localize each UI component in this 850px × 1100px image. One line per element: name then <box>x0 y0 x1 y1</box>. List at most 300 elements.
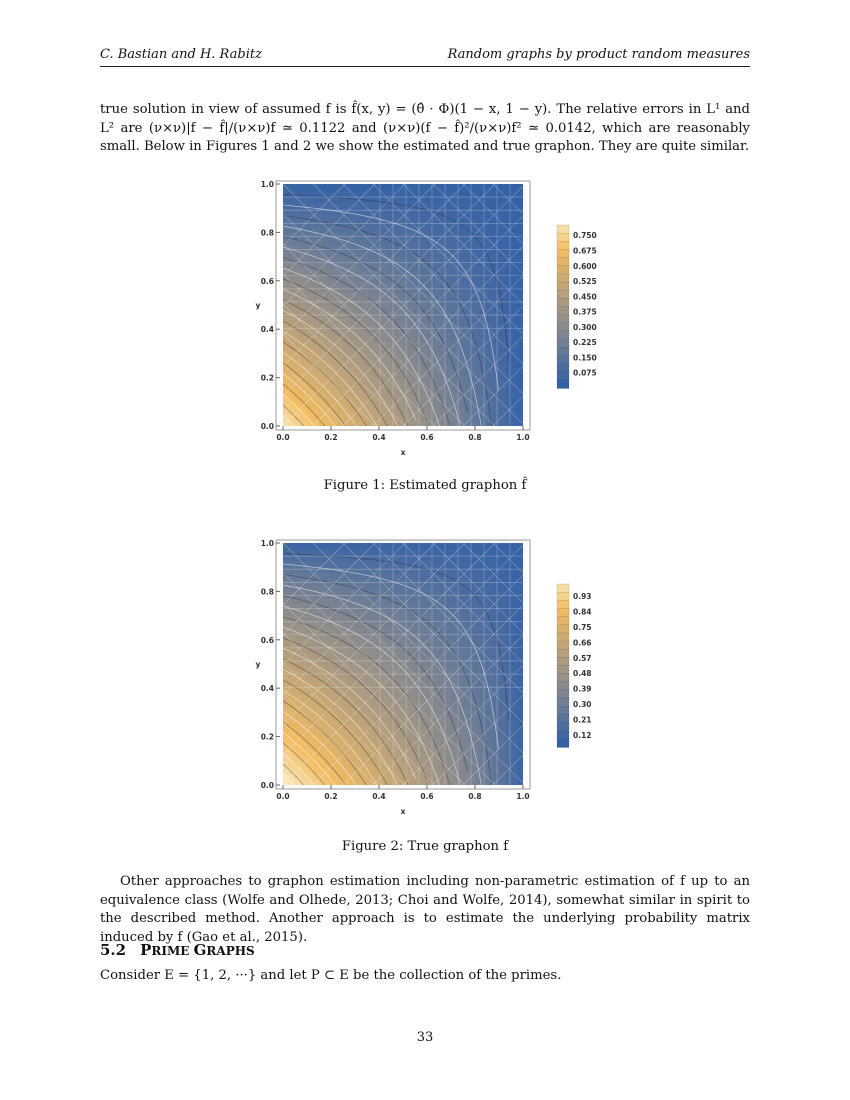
heat-cell <box>415 543 422 550</box>
heat-cell <box>439 317 446 324</box>
heat-cell <box>319 640 326 647</box>
heat-cell <box>427 749 434 756</box>
heat-cell <box>385 646 392 653</box>
heat-cell <box>319 263 326 270</box>
heat-cell <box>409 347 416 354</box>
heat-cell <box>295 755 302 762</box>
colorbar-tick-label: 0.57 <box>573 653 592 663</box>
heat-cell <box>355 743 362 750</box>
heat-cell <box>319 311 326 318</box>
x-tick-label: 0.4 <box>372 792 386 801</box>
x-axis-label: x <box>400 807 406 816</box>
heat-cell <box>289 263 296 270</box>
heat-cell <box>445 652 452 659</box>
heat-cell <box>361 269 368 276</box>
heat-cell <box>517 591 524 598</box>
heat-cell <box>439 640 446 647</box>
heat-cell <box>493 610 500 617</box>
heat-cell <box>463 408 470 415</box>
heat-cell <box>343 190 350 197</box>
heat-cell <box>325 390 332 397</box>
heat-cell <box>409 311 416 318</box>
heat-cell <box>493 347 500 354</box>
heat-cell <box>331 353 338 360</box>
heat-cell <box>475 251 482 258</box>
heat-cell <box>445 543 452 550</box>
heat-cell <box>385 281 392 288</box>
colorbar-band <box>557 347 569 356</box>
heat-cell <box>391 293 398 300</box>
heat-cell <box>331 293 338 300</box>
heat-cell <box>511 597 518 604</box>
heat-cell <box>355 640 362 647</box>
heat-cell <box>349 610 356 617</box>
colorbar-band <box>557 323 569 332</box>
heat-cell <box>517 688 524 695</box>
heat-cell <box>421 658 428 665</box>
colorbar-band <box>557 339 569 348</box>
heat-cell <box>511 257 518 264</box>
heat-cell <box>499 718 506 725</box>
heat-cell <box>505 390 512 397</box>
heat-cell <box>289 420 296 427</box>
heat-cell <box>289 779 296 786</box>
heat-cell <box>283 335 290 342</box>
heat-cell <box>487 202 494 209</box>
heat-cell <box>505 408 512 415</box>
heat-cell <box>325 305 332 312</box>
heat-cell <box>421 214 428 221</box>
heat-cell <box>409 281 416 288</box>
heat-cell <box>361 688 368 695</box>
heat-cell <box>295 646 302 653</box>
heat-cell <box>325 694 332 701</box>
heat-cell <box>511 293 518 300</box>
heat-cell <box>469 359 476 366</box>
heat-cell <box>475 208 482 215</box>
heat-cell <box>331 238 338 245</box>
heat-cell <box>367 706 374 713</box>
heat-cell <box>325 214 332 221</box>
heat-cell <box>421 305 428 312</box>
heat-cell <box>469 718 476 725</box>
heat-cell <box>361 305 368 312</box>
heat-cell <box>283 549 290 556</box>
heat-cell <box>469 214 476 221</box>
heat-cell <box>463 773 470 780</box>
heat-cell <box>307 232 314 239</box>
colorbar-band <box>557 274 569 283</box>
heat-cell <box>505 664 512 671</box>
colorbar-band <box>557 674 569 683</box>
heat-cell <box>283 190 290 197</box>
heat-cell <box>283 414 290 421</box>
heat-cell <box>337 670 344 677</box>
heat-cell <box>415 628 422 635</box>
heat-cell <box>361 767 368 774</box>
heat-cell <box>301 257 308 264</box>
heat-cell <box>355 402 362 409</box>
heat-cell <box>391 190 398 197</box>
heat-cell <box>391 567 398 574</box>
heat-cell <box>517 347 524 354</box>
heat-cell <box>487 281 494 288</box>
heat-cell <box>409 269 416 276</box>
heat-cell <box>469 543 476 550</box>
heat-cell <box>433 305 440 312</box>
heat-cell <box>415 652 422 659</box>
heat-cell <box>301 718 308 725</box>
heat-cell <box>433 232 440 239</box>
heat-cell <box>517 706 524 713</box>
heat-cell <box>337 737 344 744</box>
heat-cell <box>487 226 494 233</box>
heat-cell <box>439 269 446 276</box>
heat-cell <box>487 372 494 379</box>
heat-cell <box>391 353 398 360</box>
heat-cell <box>463 372 470 379</box>
heat-cell <box>409 688 416 695</box>
heat-cell <box>433 281 440 288</box>
heat-cell <box>499 311 506 318</box>
heat-cell <box>289 755 296 762</box>
heat-cell <box>511 658 518 665</box>
heat-cell <box>343 353 350 360</box>
heat-cell <box>439 311 446 318</box>
heat-cell <box>517 317 524 324</box>
heat-cell <box>301 335 308 342</box>
heat-cell <box>289 414 296 421</box>
heat-cell <box>385 640 392 647</box>
heat-cell <box>355 712 362 719</box>
heat-cell <box>439 628 446 635</box>
heat-cell <box>493 317 500 324</box>
heat-cell <box>493 694 500 701</box>
heat-cell <box>325 329 332 336</box>
heat-cell <box>355 543 362 550</box>
heat-cell <box>343 208 350 215</box>
heat-cell <box>361 567 368 574</box>
heat-cell <box>421 622 428 629</box>
heat-cell <box>283 737 290 744</box>
heat-cell <box>463 251 470 258</box>
heat-cell <box>439 359 446 366</box>
colorbar-band <box>557 266 569 275</box>
heat-cell <box>361 610 368 617</box>
heat-cell <box>451 184 458 191</box>
heat-cell <box>463 640 470 647</box>
heat-cell <box>391 725 398 732</box>
heat-cell <box>505 420 512 427</box>
heat-cell <box>367 408 374 415</box>
heat-cell <box>493 549 500 556</box>
y-tick-label: 0.0 <box>260 781 274 790</box>
heat-cell <box>355 384 362 391</box>
heat-cell <box>433 402 440 409</box>
heat-cell <box>295 184 302 191</box>
heat-cell <box>343 767 350 774</box>
heat-cell <box>511 238 518 245</box>
heat-cell <box>373 700 380 707</box>
heat-cell <box>427 640 434 647</box>
heat-cell <box>409 378 416 385</box>
heat-cell <box>409 202 416 209</box>
heat-cell <box>505 749 512 756</box>
heat-cell <box>301 390 308 397</box>
heat-cell <box>427 390 434 397</box>
heat-cell <box>325 610 332 617</box>
heat-cell <box>517 269 524 276</box>
heat-cell <box>373 773 380 780</box>
heat-cell <box>313 737 320 744</box>
heat-cell <box>361 190 368 197</box>
heat-cell <box>487 359 494 366</box>
heat-cell <box>337 257 344 264</box>
heat-cell <box>463 743 470 750</box>
heat-cell <box>397 646 404 653</box>
heat-cell <box>433 706 440 713</box>
heat-cell <box>301 604 308 611</box>
x-tick-label: 0.8 <box>468 792 482 801</box>
heat-cell <box>505 269 512 276</box>
heat-cell <box>451 604 458 611</box>
heat-cell <box>421 251 428 258</box>
heat-cell <box>499 640 506 647</box>
heat-cell <box>511 214 518 221</box>
heat-cell <box>511 190 518 197</box>
heat-cell <box>451 190 458 197</box>
heat-cell <box>433 591 440 598</box>
heat-cell <box>355 353 362 360</box>
colorbar-band <box>557 641 569 650</box>
heat-cell <box>511 712 518 719</box>
heat-cell <box>331 396 338 403</box>
colorbar-band <box>557 225 569 234</box>
heat-cell <box>349 731 356 738</box>
colorbar-band <box>557 714 569 723</box>
heat-cell <box>487 317 494 324</box>
x-tick-label: 0.2 <box>324 433 338 442</box>
heat-cell <box>373 640 380 647</box>
heat-cell <box>355 281 362 288</box>
heat-cell <box>469 706 476 713</box>
heat-cell <box>463 378 470 385</box>
heat-cell <box>469 676 476 683</box>
heat-cell <box>439 257 446 264</box>
heat-cell <box>511 353 518 360</box>
heat-cell <box>307 604 314 611</box>
heat-cell <box>343 202 350 209</box>
heat-cell <box>433 640 440 647</box>
heat-cell <box>367 616 374 623</box>
heat-cell <box>385 622 392 629</box>
heat-cell <box>517 616 524 623</box>
heat-cell <box>325 293 332 300</box>
heat-cell <box>499 670 506 677</box>
heat-cell <box>499 251 506 258</box>
heat-cell <box>463 335 470 342</box>
heat-cell <box>307 640 314 647</box>
heat-cell <box>433 743 440 750</box>
heat-cell <box>463 700 470 707</box>
heat-cell <box>409 372 416 379</box>
heat-cell <box>517 761 524 768</box>
heat-cell <box>487 731 494 738</box>
heat-cell <box>415 305 422 312</box>
heat-cell <box>361 208 368 215</box>
heat-cell <box>433 652 440 659</box>
heat-cell <box>511 281 518 288</box>
colorbar-tick-label: 0.675 <box>573 246 597 256</box>
heat-cell <box>373 731 380 738</box>
heat-cell <box>487 767 494 774</box>
heat-cell <box>445 567 452 574</box>
colorbar-band <box>557 600 569 609</box>
heat-cell <box>433 646 440 653</box>
heat-cell <box>301 567 308 574</box>
heat-cell <box>409 184 416 191</box>
y-axis-label: y <box>255 660 261 669</box>
heat-cell <box>337 214 344 221</box>
heat-cell <box>415 390 422 397</box>
heat-cell <box>499 281 506 288</box>
heat-cell <box>439 737 446 744</box>
heat-cell <box>367 646 374 653</box>
heat-cell <box>505 414 512 421</box>
heat-cell <box>433 396 440 403</box>
heat-cell <box>397 628 404 635</box>
heat-cell <box>385 263 392 270</box>
heat-cell <box>493 585 500 592</box>
heat-cell <box>469 670 476 677</box>
heat-cell <box>349 604 356 611</box>
heat-cell <box>427 184 434 191</box>
heat-cell <box>409 257 416 264</box>
heat-cell <box>283 767 290 774</box>
heat-cell <box>415 238 422 245</box>
heat-cell <box>343 245 350 252</box>
heat-cell <box>397 317 404 324</box>
heat-cell <box>463 706 470 713</box>
heat-cell <box>343 402 350 409</box>
heat-cell <box>283 567 290 574</box>
heat-cell <box>295 359 302 366</box>
heat-cell <box>385 628 392 635</box>
heat-cell <box>343 700 350 707</box>
heat-cell <box>421 597 428 604</box>
heat-cell <box>295 420 302 427</box>
heat-cell <box>367 652 374 659</box>
heat-cell <box>511 329 518 336</box>
y-tick-label: 0.4 <box>260 325 274 335</box>
heat-cell <box>439 622 446 629</box>
heat-cell <box>499 214 506 221</box>
heat-cell <box>313 549 320 556</box>
heat-cell <box>283 251 290 258</box>
heat-cell <box>325 597 332 604</box>
heat-cell <box>301 573 308 580</box>
heat-cell <box>397 573 404 580</box>
heat-cell <box>493 408 500 415</box>
heat-cell <box>355 652 362 659</box>
heat-cell <box>511 646 518 653</box>
heat-cell <box>319 610 326 617</box>
heat-cell <box>331 573 338 580</box>
heat-cell <box>391 208 398 215</box>
heat-cell <box>289 396 296 403</box>
heat-cell <box>499 347 506 354</box>
page-number: 33 <box>416 1030 434 1045</box>
heat-cell <box>427 773 434 780</box>
x-tick-label: 1.0 <box>516 433 530 442</box>
y-axis-label: y <box>255 301 261 310</box>
heat-cell <box>475 640 482 647</box>
heat-cell <box>469 700 476 707</box>
heat-cell <box>307 281 314 288</box>
heat-cell <box>391 184 398 191</box>
heat-cell <box>469 573 476 580</box>
heat-cell <box>319 700 326 707</box>
heat-cell <box>493 257 500 264</box>
heat-cell <box>373 190 380 197</box>
heat-cell <box>445 366 452 373</box>
heat-cell <box>499 420 506 427</box>
heat-cell <box>517 658 524 665</box>
heat-cell <box>475 549 482 556</box>
heat-cell <box>463 604 470 611</box>
heat-cell <box>337 359 344 366</box>
heat-cell <box>433 287 440 294</box>
colorbar-band <box>557 249 569 258</box>
heat-cell <box>439 591 446 598</box>
heat-cell <box>349 293 356 300</box>
heat-cell <box>439 390 446 397</box>
heat-cell <box>295 396 302 403</box>
heat-cell <box>385 323 392 330</box>
heat-cell <box>505 622 512 629</box>
heat-cell <box>469 238 476 245</box>
heat-cell <box>295 402 302 409</box>
colorbar-band <box>557 739 569 748</box>
heat-cell <box>391 329 398 336</box>
heat-cell <box>283 402 290 409</box>
heat-cell <box>331 597 338 604</box>
heat-cell <box>463 202 470 209</box>
colorbar-band <box>557 364 569 373</box>
heat-cell <box>493 604 500 611</box>
heat-cell <box>475 622 482 629</box>
x-tick-label: 1.0 <box>516 792 530 801</box>
heat-cell <box>367 737 374 744</box>
heat-cell <box>499 767 506 774</box>
heat-cell <box>385 658 392 665</box>
heat-cell <box>511 664 518 671</box>
heat-cell <box>469 408 476 415</box>
heat-cell <box>331 329 338 336</box>
heat-cell <box>385 567 392 574</box>
colorbar-band <box>557 666 569 675</box>
heat-cell <box>301 749 308 756</box>
heat-cell <box>439 226 446 233</box>
heat-cell <box>517 359 524 366</box>
heat-cell <box>439 676 446 683</box>
heat-cell <box>307 269 314 276</box>
heat-cell <box>505 543 512 550</box>
colorbar-band <box>557 657 569 666</box>
heat-cell <box>343 257 350 264</box>
heat-cell <box>349 232 356 239</box>
heat-cell <box>337 585 344 592</box>
